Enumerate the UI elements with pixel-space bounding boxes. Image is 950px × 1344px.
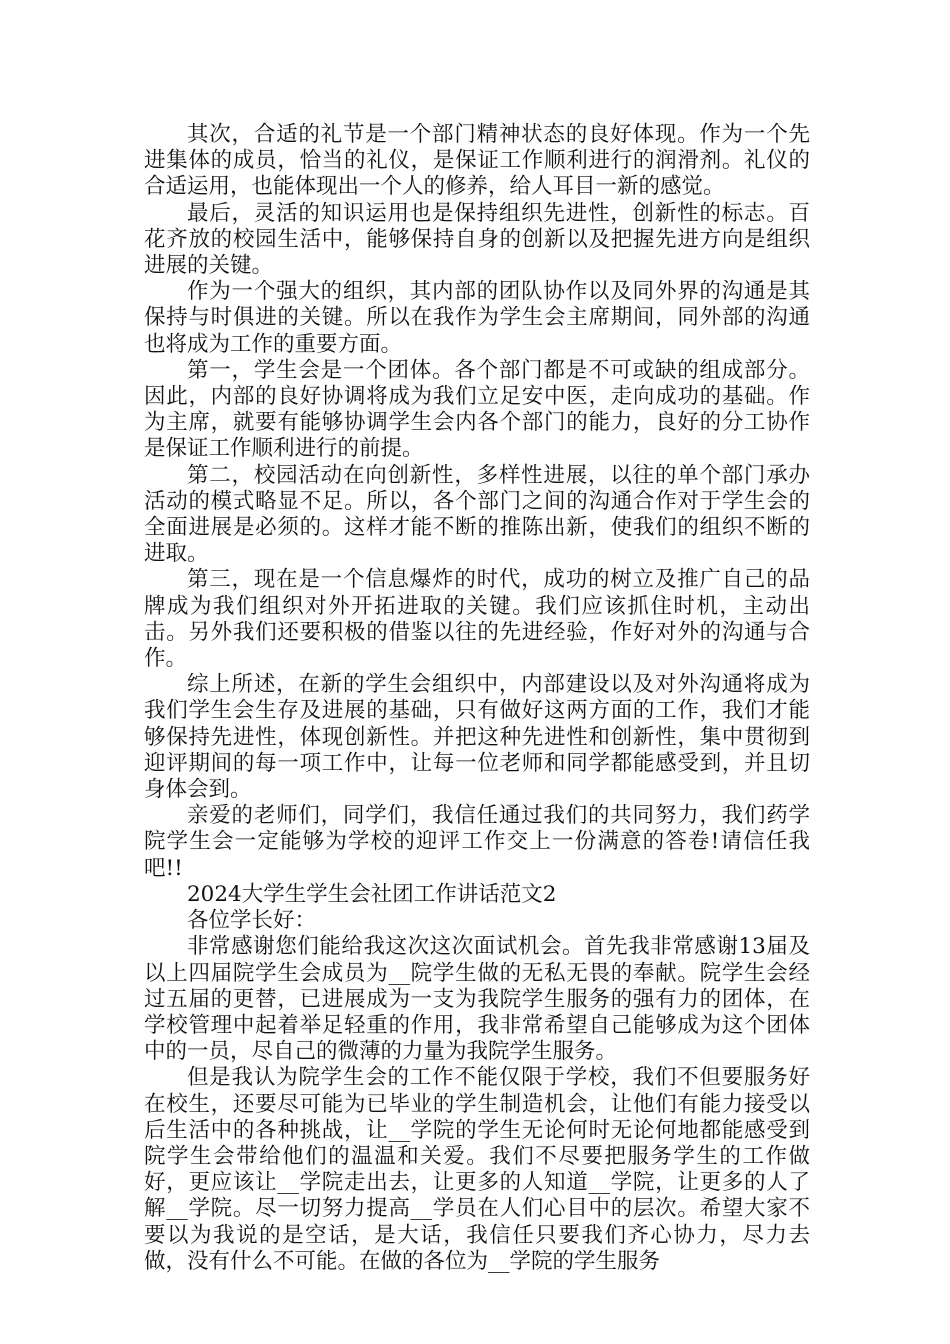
paragraph-summary: 综上所述，在新的学生会组织中，内部建设以及对外沟通将成为我们学生会生存及进展的基础，只有做好这两方面的工作，我们才能够保持先进性，体现创新性。并把这种先进性和创新性，集中贯彻到迎评期间的每一项工作中，让每一位老师和同学都能感受到，并且切身体会到。 bbox=[144, 672, 810, 803]
paragraph-point-one: 第一，学生会是一个团体。各个部门都是不可或缺的组成部分。因此，内部的良好协调将成为我们立足安中医，走向成功的基础。作为主席，就要有能够协调学生会内各个部门的能力，良好的分工协作是保证工作顺利进行的前提。 bbox=[144, 357, 810, 462]
paragraph-teamwork: 作为一个强大的组织，其内部的团队协作以及同外界的沟通是其保持与时俱进的关键。所以在我作为学生会主席期间，同外部的沟通也将成为工作的重要方面。 bbox=[144, 279, 810, 357]
paragraph-point-three: 第三，现在是一个信息爆炸的时代，成功的树立及推广自己的品牌成为我们组织对外开拓进取的关键。我们应该抓住时机，主动出击。另外我们还要积极的借鉴以往的先进经验，作好对外的沟通与合作。 bbox=[144, 567, 810, 672]
paragraph-closing: 亲爱的老师们，同学们，我信任通过我们的共同努力，我们药学院学生会一定能够为学校的迎评工作交上一份满意的答卷!请信任我吧!! bbox=[144, 803, 810, 881]
paragraph-point-two: 第二，校园活动在向创新性，多样性进展，以往的单个部门承办活动的模式略显不足。所以，各个部门之间的沟通合作对于学生会的全面进展是必须的。这样才能不断的推陈出新，使我们的组织不断的进取。 bbox=[144, 462, 810, 567]
paragraph-knowledge: 最后，灵活的知识运用也是保持组织先进性，创新性的标志。百花齐放的校园生活中，能够保持自身的创新以及把握先进方向是组织进展的关键。 bbox=[144, 200, 810, 279]
document-body bbox=[144, 122, 810, 1275]
paragraph-service: 但是我认为院学生会的工作不能仅限于学校，我们不但要服务好在校生，还要尽可能为已毕业的学生制造机会，让他们有能力接受以后生活中的各种挑战，让__学院的学生无论何时无论何地都能感受到院学生会带给他们的温温和关爱。我们不尽要把服务学生的工作做好，更应该让__学院走出去，让更多的人知道__学院，让更多的人了解__学院。尽一切努力提高__学员在人们心目中的层次。希望大家不要以为我说的是空话，是大话，我信任只要我们齐心协力，尽力去做，没有什么不可能。在做的各位为__学院的学生服务 bbox=[144, 1065, 810, 1274]
paragraph-thanks: 非常感谢您们能给我这次这次面试机会。首先我非常感谢13届及以上四届院学生会成员为__院学生做的无私无畏的奉献。院学生会经过五届的更替，已进展成为一支为我院学生服务的强有力的团体，在学校管理中起着举足轻重的作用，我非常希望自己能够成为这个团体中的一员，尽自己的微薄的力量为我院学生服务。 bbox=[144, 934, 810, 1065]
paragraph-etiquette: 其次，合适的礼节是一个部门精神状态的良好体现。作为一个先进集体的成员，恰当的礼仪，是保证工作顺利进行的润滑剂。礼仪的合适运用，也能体现出一个人的修养，给人耳目一新的感觉。 bbox=[144, 122, 810, 200]
section-title: 2024大学生学生会社团工作讲话范文2 bbox=[187, 881, 557, 907]
salutation: 各位学长好： bbox=[187, 908, 317, 934]
